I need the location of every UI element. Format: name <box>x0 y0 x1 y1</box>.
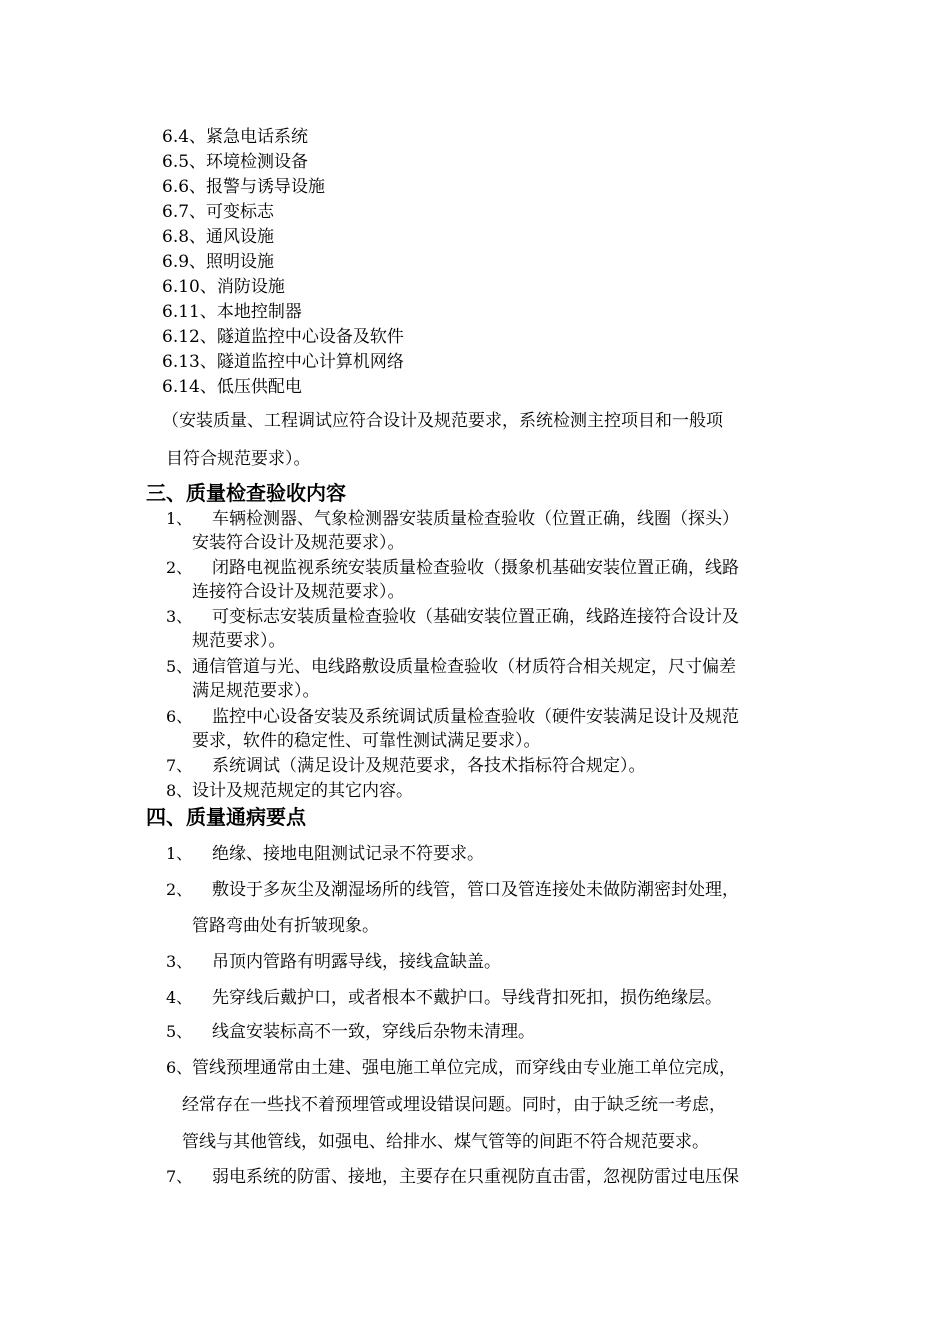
item-text: 先穿线后戴护口，或者根本不戴护口。导线背扣死扣，损伤绝缘层。 <box>212 988 722 1008</box>
section6-item: 6.14、低压供配电 <box>162 377 302 397</box>
item-text: 满足规范要求）。 <box>192 681 320 701</box>
section6-item: 6.13、隧道监控中心计算机网络 <box>162 352 404 372</box>
item-number: 3、 <box>166 607 193 626</box>
item-text: 可变标志安装质量检查验收（基础安装位置正确，线路连接符合设计及 <box>212 607 739 627</box>
item-number: 7、 <box>166 1167 193 1186</box>
item-text: 线盒安装标高不一致，穿线后杂物未清理。 <box>212 1022 535 1042</box>
section6-item: 6.7、可变标志 <box>162 202 275 222</box>
section3-title: 三、质量检查验收内容 <box>146 481 346 505</box>
item-text: 管路弯曲处有折皱现象。 <box>192 916 379 936</box>
section6-item: 6.10、消防设施 <box>162 277 285 297</box>
section6-item: 6.4、紧急电话系统 <box>162 127 309 147</box>
item-text: 安装符合设计及规范要求）。 <box>192 533 405 553</box>
item-number: 2、 <box>166 880 193 899</box>
section6-item: 6.5、环境检测设备 <box>162 152 309 172</box>
item-number: 6、 <box>166 1058 193 1077</box>
item-text: 要求，软件的稳定性、可靠性测试满足要求）。 <box>192 731 541 751</box>
item-number: 1、 <box>166 509 193 528</box>
section6-item: 6.12、隧道监控中心设备及软件 <box>162 327 404 347</box>
item-text: 管线预埋通常由土建、强电施工单位完成，而穿线由专业施工单位完成， <box>192 1058 736 1078</box>
item-number: 8、 <box>166 781 193 800</box>
item-text: 闭路电视监视系统安装质量检查验收（摄象机基础安装位置正确，线路 <box>212 558 739 578</box>
item-text: 通信管道与光、电线路敷设质量检查验收（材质符合相关规定，尺寸偏差 <box>192 657 736 677</box>
item-number: 4、 <box>166 988 193 1007</box>
item-text: 弱电系统的防雷、接地，主要存在只重视防直击雷，忽视防雷过电压保 <box>212 1167 739 1187</box>
item-text: 经常存在一些找不着预埋管或埋设错误问题。同时，由于缺乏统一考虑， <box>182 1095 726 1115</box>
section6-item: 6.8、通风设施 <box>162 227 275 247</box>
item-text: 规范要求）。 <box>192 631 286 651</box>
item-text: 车辆检测器、气象检测器安装质量检查验收（位置正确，线圈（探头） <box>212 509 739 529</box>
section6-item: 6.11、本地控制器 <box>162 302 302 322</box>
section4-title: 四、质量通病要点 <box>146 805 306 829</box>
item-number: 5、 <box>166 1022 193 1041</box>
item-number: 7、 <box>166 756 193 775</box>
section6-item: 6.9、照明设施 <box>162 252 275 272</box>
item-number: 6、 <box>166 707 193 726</box>
item-text: 连接符合设计及规范要求）。 <box>192 582 405 602</box>
item-text: 系统调试（满足设计及规范要求，各技术指标符合规定）。 <box>212 756 646 776</box>
item-text: 设计及规范规定的其它内容。 <box>192 781 413 801</box>
item-number: 5、 <box>166 657 193 676</box>
note-line: 目符合规范要求）。 <box>166 449 311 469</box>
item-number: 2、 <box>166 558 193 577</box>
note-line: （安装质量、工程调试应符合设计及规范要求，系统检测主控项目和一般项 <box>162 411 723 431</box>
item-text: 敷设于多灰尘及潮湿场所的线管，管口及管连接处未做防潮密封处理， <box>212 880 739 900</box>
item-text: 绝缘、接地电阻测试记录不符要求。 <box>212 844 484 864</box>
item-text: 监控中心设备安装及系统调试质量检查验收（硬件安装满足设计及规范 <box>212 707 739 727</box>
item-number: 1、 <box>166 844 193 863</box>
item-number: 3、 <box>166 952 193 971</box>
item-text: 管线与其他管线，如强电、给排水、煤气管等的间距不符合规范要求。 <box>182 1132 709 1152</box>
item-text: 吊顶内管路有明露导线，接线盒缺盖。 <box>212 952 501 972</box>
section6-item: 6.6、报警与诱导设施 <box>162 177 326 197</box>
